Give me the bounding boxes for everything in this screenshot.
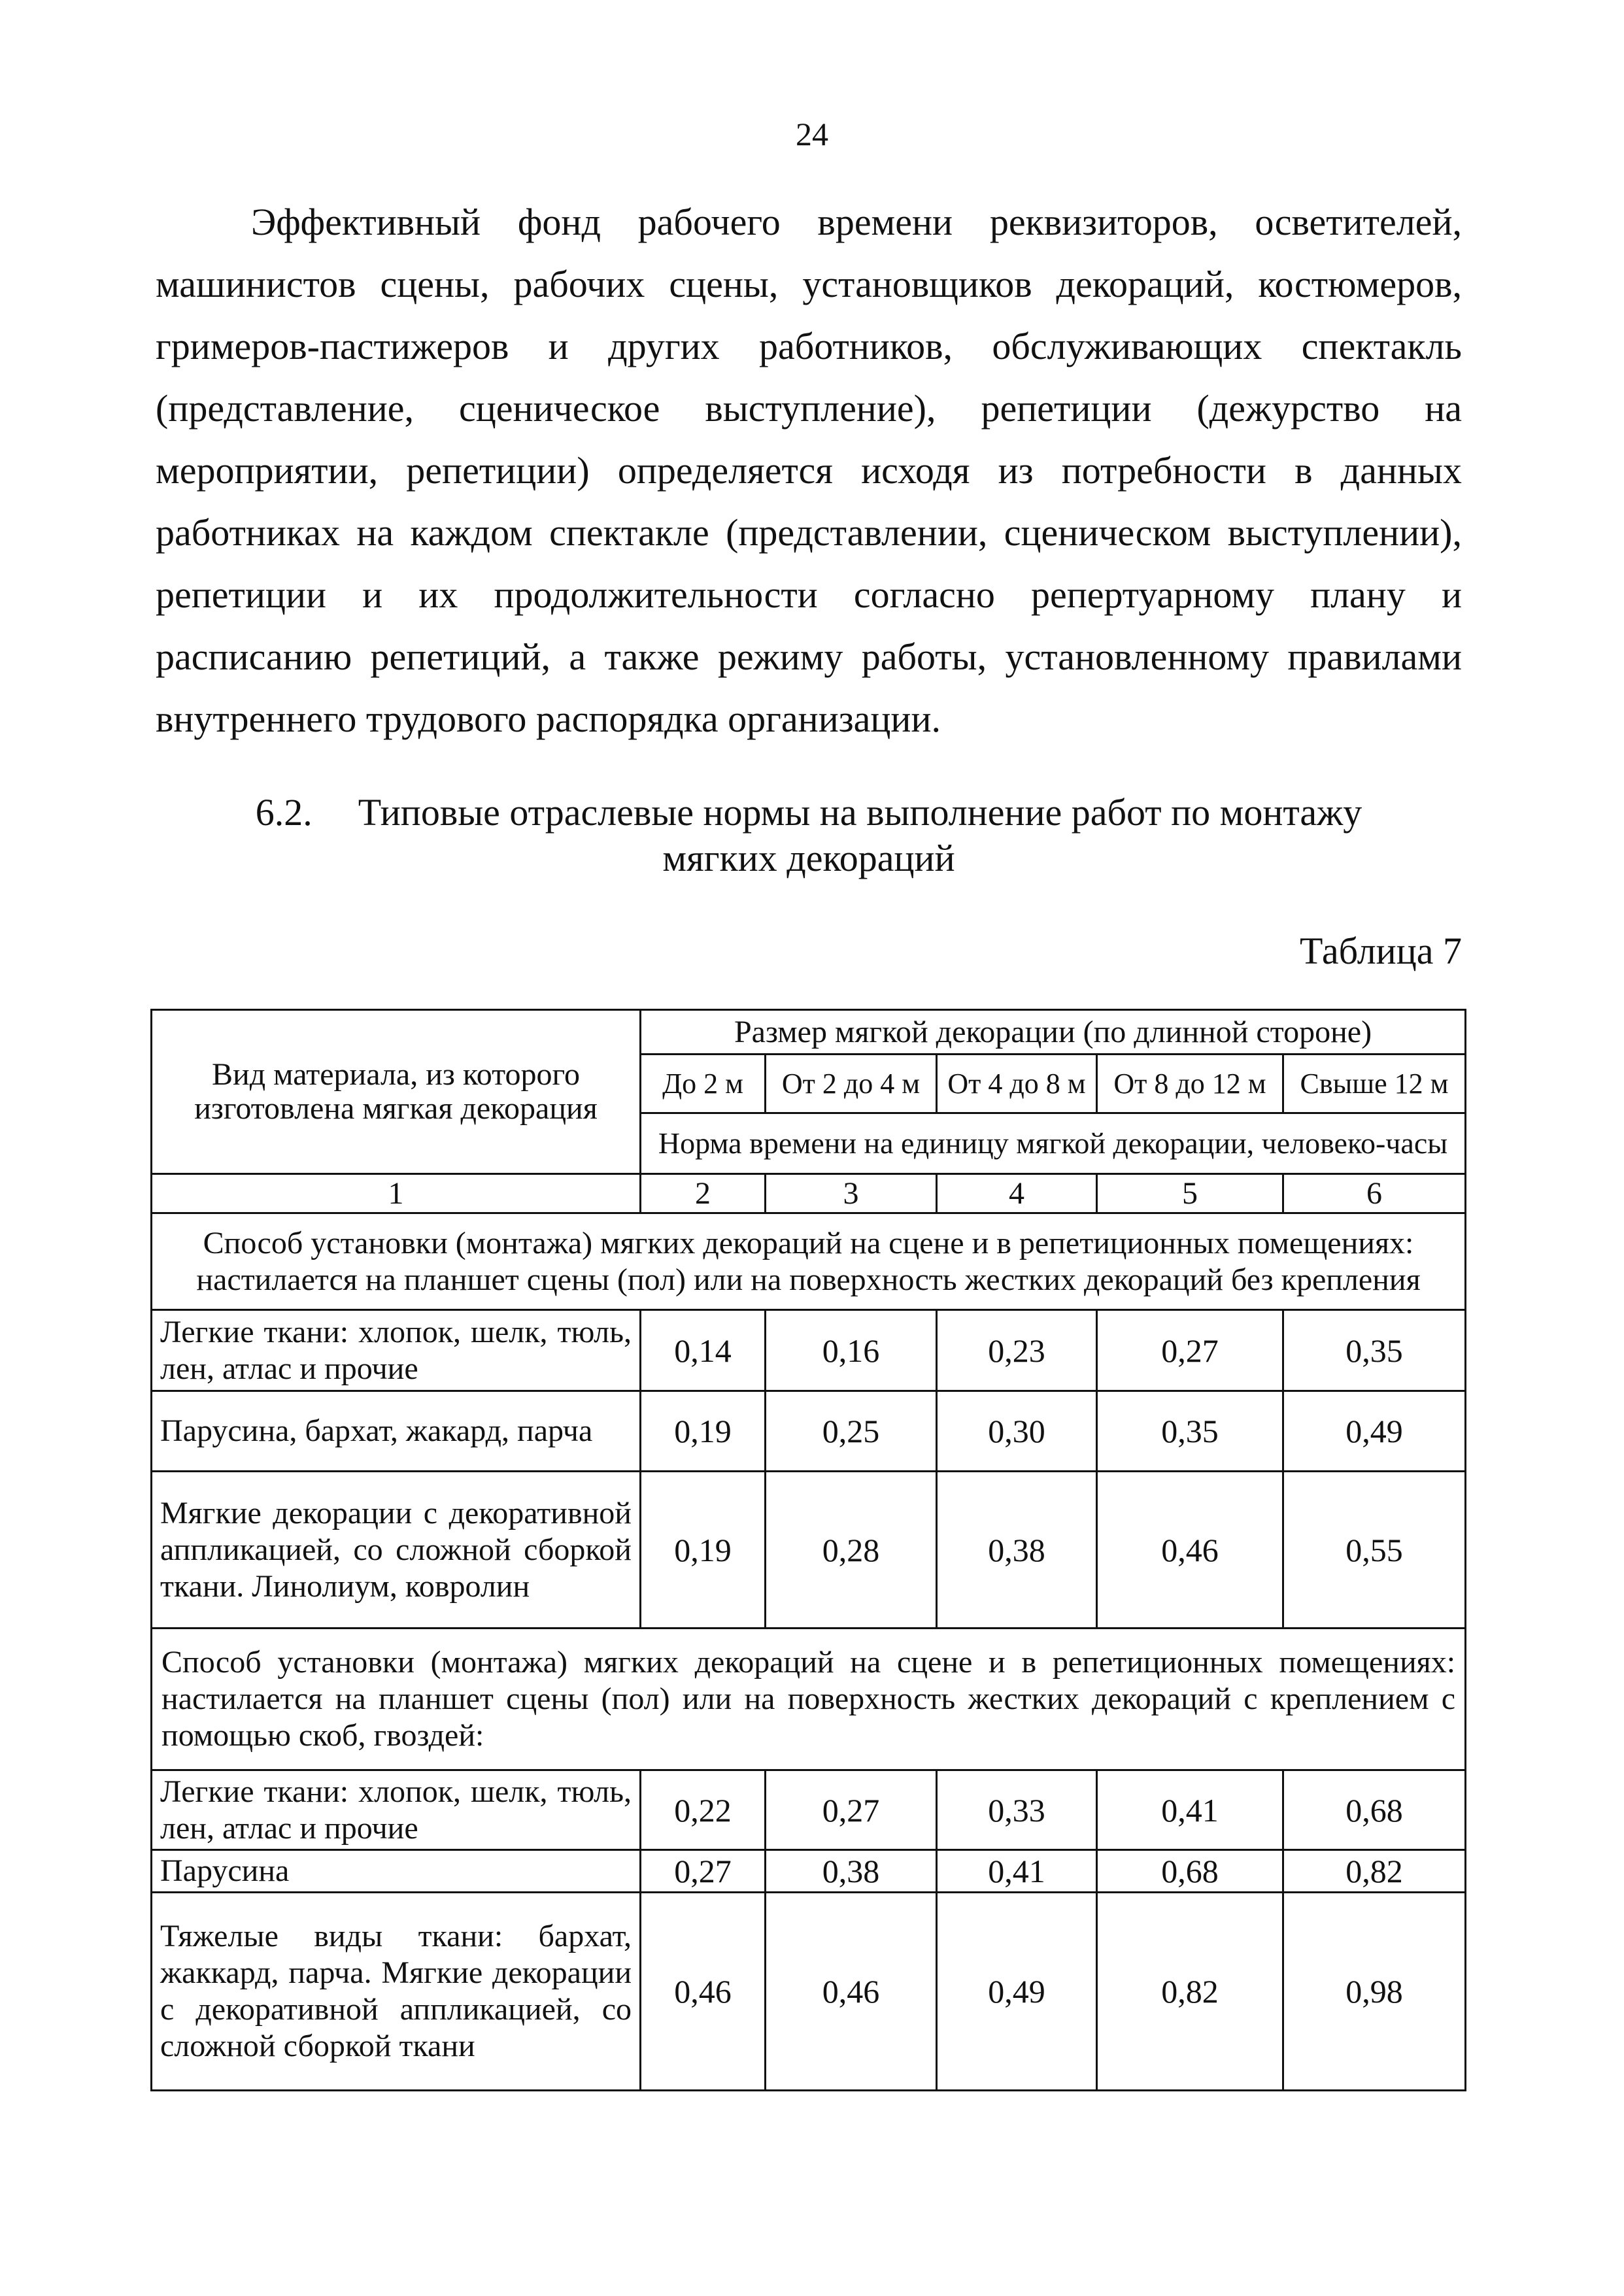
section-title-line-1: Типовые отраслевые нормы на выполнение работ по монтажу bbox=[358, 791, 1362, 834]
value-cell: 0,25 bbox=[766, 1391, 937, 1472]
column-numbers-row bbox=[152, 1174, 1466, 1213]
column-number: 3 bbox=[766, 1174, 937, 1213]
header-size-col: Свыше 12 м bbox=[1283, 1055, 1466, 1113]
column-number: 6 bbox=[1283, 1174, 1466, 1213]
value-cell: 0,27 bbox=[766, 1770, 937, 1850]
value-cell: 0,46 bbox=[1097, 1472, 1283, 1629]
table-row bbox=[152, 1310, 1466, 1391]
value-cell: 0,27 bbox=[1097, 1310, 1283, 1391]
header-norm-label: Норма времени на единицу мягкой декорации, человеко-часы bbox=[641, 1113, 1466, 1174]
value-cell: 0,68 bbox=[1097, 1850, 1283, 1893]
value-cell: 0,27 bbox=[641, 1850, 766, 1893]
page-number: 24 bbox=[796, 116, 828, 152]
value-cell: 0,30 bbox=[937, 1391, 1097, 1472]
value-cell: 0,41 bbox=[1097, 1770, 1283, 1850]
header-size-col: От 8 до 12 м bbox=[1097, 1055, 1283, 1113]
section-number: 6.2. bbox=[255, 791, 313, 834]
value-cell: 0,46 bbox=[766, 1893, 937, 2091]
value-cell: 0,38 bbox=[766, 1850, 937, 1893]
column-number: 1 bbox=[152, 1174, 641, 1213]
material-cell: Парусина, бархат, жакард, парча bbox=[152, 1391, 641, 1472]
header-size-col: До 2 м bbox=[641, 1055, 766, 1113]
section-caption-row bbox=[152, 1629, 1466, 1770]
value-cell: 0,23 bbox=[937, 1310, 1097, 1391]
value-cell: 0,82 bbox=[1283, 1850, 1466, 1893]
value-cell: 0,14 bbox=[641, 1310, 766, 1391]
value-cell: 0,38 bbox=[937, 1472, 1097, 1629]
value-cell: 0,49 bbox=[937, 1893, 1097, 2091]
header-size-col: От 4 до 8 м bbox=[937, 1055, 1097, 1113]
value-cell: 0,28 bbox=[766, 1472, 937, 1629]
material-cell: Тяжелые виды ткани: бархат, жаккард, парча. Мягкие декорации с декоративной аппликацией, со сложной сборкой ткани bbox=[152, 1893, 641, 2091]
value-cell: 0,33 bbox=[937, 1770, 1097, 1850]
table-row bbox=[152, 1391, 1466, 1472]
table-label: Таблица 7 bbox=[1299, 930, 1462, 972]
body-paragraph: Эффективный фонд рабочего времени реквизиторов, осветителей, машинистов сцены, рабочих сцены, установщиков декораций, костюмеров, гримеров-пастижеров и других работников, обслуживающих спектакль (представление, сценическое выступление), репетиции (дежурство на мероприятии, репетиции) определяется исходя из потребности в данных работниках на каждом спектакле (представлении, сценическом выступлении), репетиции и их продолжительности согласно репертуарному плану и расписанию репетиций, а также режиму работы, установленному правилами внутреннего трудового распорядка организации. bbox=[156, 201, 1462, 740]
material-cell: Парусина bbox=[152, 1850, 641, 1893]
header-material: Вид материала, из которого изготовлена мягкая декорация bbox=[152, 1010, 641, 1174]
value-cell: 0,49 bbox=[1283, 1391, 1466, 1472]
section-heading-line-1 bbox=[156, 790, 1462, 836]
material-cell: Легкие ткани: хлопок, шелк, тюль, лен, атлас и прочие bbox=[152, 1770, 641, 1850]
table-row bbox=[152, 1472, 1466, 1629]
value-cell: 0,22 bbox=[641, 1770, 766, 1850]
column-number: 4 bbox=[937, 1174, 1097, 1213]
section-caption: Способ установки (монтажа) мягких декораций на сцене и в репетиционных помещениях: настилается на планшет сцены (пол) или на поверхность жестких декораций без крепления bbox=[152, 1213, 1466, 1310]
value-cell: 0,55 bbox=[1283, 1472, 1466, 1629]
column-number: 5 bbox=[1097, 1174, 1283, 1213]
table-row bbox=[152, 1893, 1466, 2091]
section-caption-row bbox=[152, 1213, 1466, 1310]
table-row bbox=[152, 1850, 1466, 1893]
header-size-group: Размер мягкой декорации (по длинной стороне) bbox=[641, 1010, 1466, 1055]
column-number: 2 bbox=[641, 1174, 766, 1213]
material-cell: Мягкие декорации с декоративной аппликацией, со сложной сборкой ткани. Линолиум, ковролин bbox=[152, 1472, 641, 1629]
value-cell: 0,41 bbox=[937, 1850, 1097, 1893]
value-cell: 0,35 bbox=[1283, 1310, 1466, 1391]
value-cell: 0,46 bbox=[641, 1893, 766, 2091]
value-cell: 0,16 bbox=[766, 1310, 937, 1391]
header-row-size-group bbox=[152, 1010, 1466, 1055]
value-cell: 0,68 bbox=[1283, 1770, 1466, 1850]
norms-table bbox=[150, 1009, 1466, 2091]
section-title-line-2: мягких декораций bbox=[662, 837, 955, 879]
value-cell: 0,19 bbox=[641, 1472, 766, 1629]
value-cell: 0,82 bbox=[1097, 1893, 1283, 2091]
material-cell: Легкие ткани: хлопок, шелк, тюль, лен, атлас и прочие bbox=[152, 1310, 641, 1391]
value-cell: 0,35 bbox=[1097, 1391, 1283, 1472]
value-cell: 0,19 bbox=[641, 1391, 766, 1472]
header-size-col: От 2 до 4 м bbox=[766, 1055, 937, 1113]
value-cell: 0,98 bbox=[1283, 1893, 1466, 2091]
section-heading bbox=[156, 790, 1462, 881]
section-caption: Способ установки (монтажа) мягких декораций на сцене и в репетиционных помещениях: настилается на планшет сцены (пол) или на поверхность жестких декораций с креплением с помощью скоб, гвоздей: bbox=[152, 1629, 1466, 1770]
table-row bbox=[152, 1770, 1466, 1850]
